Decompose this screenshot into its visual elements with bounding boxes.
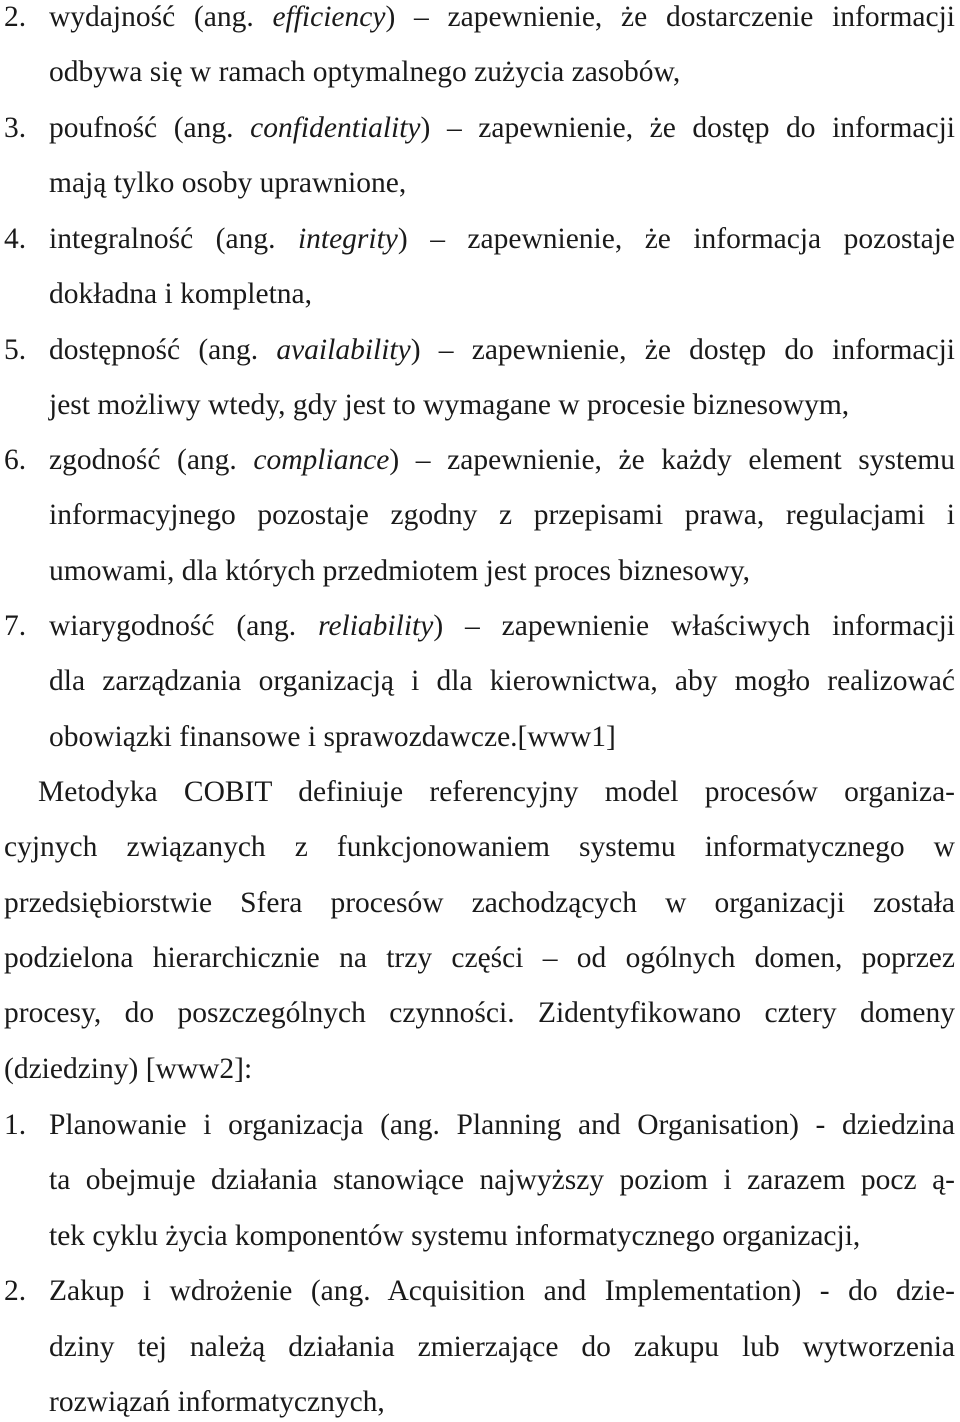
term-definition: ) – zapewnienie, że informacja pozostaje <box>397 223 956 255</box>
term-english: reliability <box>318 610 434 642</box>
paragraph-line: Metodyka COBIT definiuje referencyjny model procesów organiza- <box>38 776 955 808</box>
list-item-continuation: odbywa się w ramach optymalnego zużycia zasobów, <box>49 56 681 88</box>
list-item-continuation: umowami, dla których przedmiotem jest proces biznesowy, <box>49 555 750 587</box>
term-english: compliance <box>253 444 390 476</box>
term-text: dostępność (ang. <box>49 334 277 366</box>
term-english: integrity <box>297 223 398 255</box>
term-text: wydajność (ang. <box>49 1 273 33</box>
list-item-line: dziny tej należą działania zmierzające do zakupu lub wytworzenia <box>49 1331 955 1363</box>
term-text: zgodność (ang. <box>49 444 254 476</box>
list-number: 6. <box>4 444 27 476</box>
list-item-first-line <box>49 114 955 144</box>
term-text: integralność (ang. <box>49 223 298 255</box>
term-definition: ) – zapewnienie, że dostęp do informacji <box>410 334 955 366</box>
list-number: 2. <box>4 1275 27 1307</box>
term-definition: ) – zapewnienie, że dostarczenie informacji <box>385 1 955 33</box>
list-item-continuation: jest możliwy wtedy, gdy jest to wymagane w procesie biznesowym, <box>49 389 850 421</box>
list-item-first-line <box>49 3 955 33</box>
list-item-first-line <box>49 446 955 476</box>
term-text: poufność (ang. <box>49 112 251 144</box>
list-item-line: ta obejmuje działania stanowiące najwyższy poziom i zarazem pocz ą- <box>49 1164 955 1196</box>
paragraph-line: procesy, do poszczególnych czynności. Zidentyfikowano cztery domeny <box>4 997 955 1029</box>
term-english: confidentiality <box>250 112 421 144</box>
term-english: efficiency <box>272 1 386 33</box>
list-item-line: Planowanie i organizacja (ang. Planning and Organisation) - dziedzina <box>49 1109 955 1141</box>
paragraph-line: podzielona hierarchicznie na trzy części – od ogólnych domen, poprzez <box>4 942 955 974</box>
term-definition: ) – zapewnienie, że dostęp do informacji <box>420 112 955 144</box>
list-item-line: Zakup i wdrożenie (ang. Acquisition and Implementation) - do dzie- <box>49 1275 955 1307</box>
term-definition: ) – zapewnienie, że każdy element systemu <box>389 444 955 476</box>
list-item-continuation: dla zarządzania organizacją i dla kierownictwa, aby mogło realizować <box>49 665 955 697</box>
list-item-continuation: mają tylko osoby uprawnione, <box>49 167 407 199</box>
list-item-continuation: informacyjnego pozostaje zgodny z przepisami prawa, regulacjami i <box>49 499 955 531</box>
list-item-line: tek cyklu życia komponentów systemu informatycznego organizacji, <box>49 1220 861 1252</box>
list-number: 3. <box>4 112 27 144</box>
term-english: availability <box>276 334 411 366</box>
list-item-first-line <box>49 612 955 642</box>
list-number: 5. <box>4 334 27 366</box>
list-number: 4. <box>4 223 27 255</box>
paragraph-line: cyjnych związanych z funkcjonowaniem systemu informatycznego w <box>4 831 955 863</box>
list-item-continuation: dokładna i kompletna, <box>49 278 312 310</box>
list-number: 1. <box>4 1109 27 1141</box>
paragraph-line: przedsiębiorstwie Sfera procesów zachodzących w organizacji została <box>4 887 955 919</box>
list-item-first-line <box>49 225 955 255</box>
list-item-continuation: obowiązki finansowe i sprawozdawcze.[www1] <box>49 721 616 753</box>
paragraph-line: (dziedziny) [www2]: <box>4 1053 253 1085</box>
term-text: wiarygodność (ang. <box>49 610 319 642</box>
list-item-line: rozwiązań informatycznych, <box>49 1386 385 1418</box>
list-item-first-line <box>49 336 955 366</box>
term-definition: ) – zapewnienie właściwych informacji <box>433 610 955 642</box>
list-number: 7. <box>4 610 27 642</box>
list-number: 2. <box>4 1 27 33</box>
